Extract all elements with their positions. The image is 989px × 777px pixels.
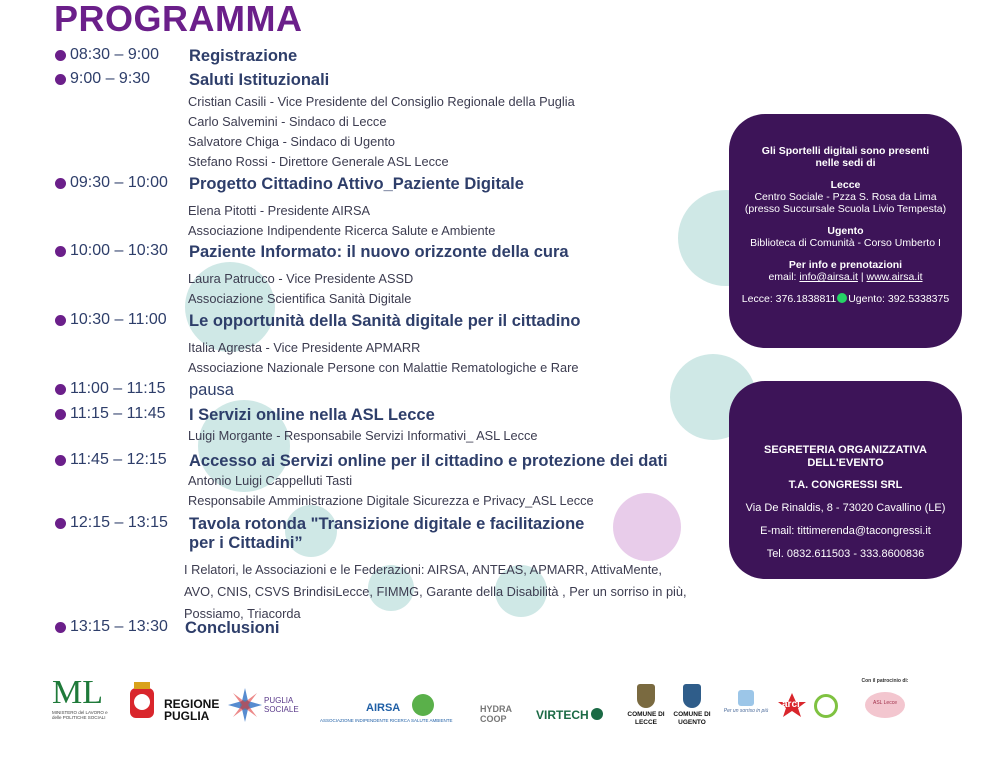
agenda-detail: Laura Patrucco - Vice Presidente ASSD <box>188 271 414 286</box>
sorriso-label: Per un sorriso in più <box>723 708 769 714</box>
comune-ugento-logo <box>670 684 714 727</box>
bullet-icon <box>55 246 66 257</box>
ministero-mark: ML <box>52 674 103 711</box>
ugento-title: Ugento <box>827 225 864 237</box>
phone-line <box>729 293 962 305</box>
contact-line <box>729 271 962 283</box>
agenda-detail: Antonio Luigi Cappelluti Tasti <box>188 473 353 488</box>
secretariat-box <box>729 381 962 579</box>
phone-ugento: Ugento: 392.5338375 <box>848 293 950 305</box>
lecce-address: Centro Sociale - Pzza S. Rosa da Lima <box>754 191 937 203</box>
hydra-logo: HYDRA COOP <box>480 704 512 724</box>
associazione-logo <box>814 694 838 718</box>
agenda-detail: Italia Agresta - Vice Presidente APMARR <box>188 340 421 355</box>
regione-puglia-label: REGIONE PUGLIA <box>164 697 220 723</box>
email-link[interactable]: info@airsa.it <box>799 271 858 283</box>
agenda-title: I Servizi online nella ASL Lecce <box>189 406 435 424</box>
puglia-sociale-label: PUGLIA SOCIALE <box>264 696 299 714</box>
agenda-title: Registrazione <box>189 47 298 65</box>
company-phone: Tel. 0832.611503 - 333.8600836 <box>766 548 925 560</box>
agenda-time: 13:15 – 13:30 <box>70 618 168 635</box>
email-label: email: <box>768 271 797 283</box>
agenda-detail: Responsabile Amministrazione Digitale Sicurezza e Privacy_ASL Lecce <box>188 493 594 508</box>
airsa-subtitle: ASSOCIAZIONE INDIPENDENTE RICERCA SALUTE AMBIENTE <box>320 718 453 723</box>
page-title: PROGRAMMA <box>54 0 303 39</box>
agenda-detail: I Relatori, le Associazioni e le Federazioni: AIRSA, ANTEAS, APMARR, AttivaMente, <box>184 562 662 577</box>
company-address: Via De Rinaldis, 8 - 73020 Cavallino (LE) <box>745 502 946 514</box>
agenda-time: 10:30 – 11:00 <box>70 311 167 328</box>
agenda-title: Accesso ai Servizi online per il cittadino e protezione dei dati <box>189 452 668 470</box>
virtech-label: VIRTECH <box>536 708 589 722</box>
comune-lecce-label: COMUNE DI LECCE <box>627 711 665 726</box>
airsa-label: AIRSA <box>366 702 401 714</box>
comune-ugento-label: COMUNE DI UGENTO <box>673 711 711 726</box>
agenda-detail: Possiamo, Triacorda <box>184 606 301 621</box>
company-name: T.A. CONGRESSI SRL <box>788 479 903 491</box>
agenda-detail: Salvatore Chiga - Sindaco di Ugento <box>188 134 396 149</box>
website-link[interactable]: www.airsa.it <box>866 271 923 283</box>
virtech-logo <box>536 708 616 722</box>
agenda-time: 10:00 – 10:30 <box>70 242 168 259</box>
sorriso-logo <box>720 690 772 714</box>
bullet-icon <box>55 178 66 189</box>
agenda-time: 09:30 – 10:00 <box>70 174 168 191</box>
ministero-text: MINISTERO del LAVORO e delle POLITICHE SOCIALI <box>52 710 108 720</box>
agenda-detail: Elena Pitotti - Presidente AIRSA <box>188 203 371 218</box>
logo-strip <box>50 672 950 742</box>
patrocinio-block <box>850 678 920 718</box>
asl-lecce-logo <box>865 692 905 718</box>
agenda-time: 11:45 – 12:15 <box>70 451 167 468</box>
regione-crest-icon <box>128 680 156 724</box>
agenda-title: pausa <box>189 381 234 399</box>
comune-ugento-crest-icon <box>683 684 701 708</box>
bullet-icon <box>55 315 66 326</box>
info-box <box>729 114 962 348</box>
patrocinio-label: Con il patrocinio di: <box>861 678 909 684</box>
bullet-icon <box>55 384 66 395</box>
agenda-time: 12:15 – 13:15 <box>70 514 168 531</box>
agenda-title: Progetto Cittadino Attivo_Paziente Digitale <box>189 175 524 193</box>
agenda-detail: AVO, CNIS, CSVS BrindisiLecce, FIMMG, Garante della Disabilità , Per un sorriso in più, <box>184 584 687 599</box>
bullet-icon <box>55 50 66 61</box>
secretariat-title: SEGRETERIA ORGANIZZATIVA <box>764 444 927 456</box>
agenda-title: Le opportunità della Sanità digitale per il cittadino <box>189 312 581 330</box>
agenda-detail: Carlo Salvemini - Sindaco di Lecce <box>188 114 387 129</box>
agenda-detail: Luigi Morgante - Responsabile Servizi Informativi_ ASL Lecce <box>188 428 538 443</box>
bullet-icon <box>55 455 66 466</box>
bullet-icon <box>55 409 66 420</box>
agenda-time: 08:30 – 9:00 <box>70 46 159 63</box>
agenda-detail: Associazione Scientifica Sanità Digitale <box>188 291 412 306</box>
agenda-detail: Associazione Indipendente Ricerca Salute e Ambiente <box>188 223 496 238</box>
bullet-icon <box>55 74 66 85</box>
agenda-time: 9:00 – 9:30 <box>70 70 151 87</box>
whatsapp-icon <box>837 293 847 303</box>
arci-label: arci <box>782 699 800 710</box>
info-box-heading: Gli Sportelli digitali sono presenti nelle sedi di <box>761 145 930 169</box>
bullet-icon <box>55 622 66 633</box>
agenda-title: Paziente Informato: il nuovo orizzonte della cura <box>189 243 569 261</box>
comune-lecce-crest-icon <box>637 684 655 708</box>
lecce-title: Lecce <box>830 179 861 191</box>
ministero-logo <box>52 676 112 720</box>
agenda-title-continued: per i Cittadini” <box>189 534 303 552</box>
agenda-detail: Stefano Rossi - Direttore Generale ASL Lecce <box>188 154 449 169</box>
airsa-globe-icon <box>412 694 434 716</box>
agenda-time: 11:15 – 11:45 <box>70 405 166 422</box>
sorriso-badge-icon <box>738 690 754 706</box>
company-email: E-mail: tittimerenda@tacongressi.it <box>760 525 931 537</box>
secretariat-title-2: DELL'EVENTO <box>807 457 884 469</box>
separator: | <box>860 271 864 283</box>
comune-lecce-logo <box>626 684 666 727</box>
phone-lecce: Lecce: 376.1838811 <box>741 293 837 305</box>
agenda-detail: Associazione Nazionale Persone con Malattie Rematologiche e Rare <box>188 360 579 375</box>
agenda-time: 11:00 – 11:15 <box>70 380 166 397</box>
agenda-title: Conclusioni <box>185 619 280 637</box>
bullet-icon <box>55 518 66 529</box>
decorative-bubble <box>613 493 681 561</box>
virtech-icon <box>591 708 603 720</box>
agenda-title: Saluti Istituzionali <box>189 71 330 89</box>
info-title: Per info e prenotazioni <box>788 259 903 271</box>
ugento-address: Biblioteca di Comunità - Corso Umberto I <box>750 237 941 249</box>
asl-label: ASL Lecce <box>873 700 897 706</box>
lecce-address-note: (presso Succursale Scuola Livio Tempesta) <box>744 203 947 215</box>
puglia-sociale-star-icon <box>228 688 262 722</box>
arci-logo <box>776 692 808 718</box>
agenda-detail: Cristian Casili - Vice Presidente del Consiglio Regionale della Puglia <box>188 94 575 109</box>
agenda-title: Tavola rotonda "Transizione digitale e facilitazione <box>189 515 585 533</box>
